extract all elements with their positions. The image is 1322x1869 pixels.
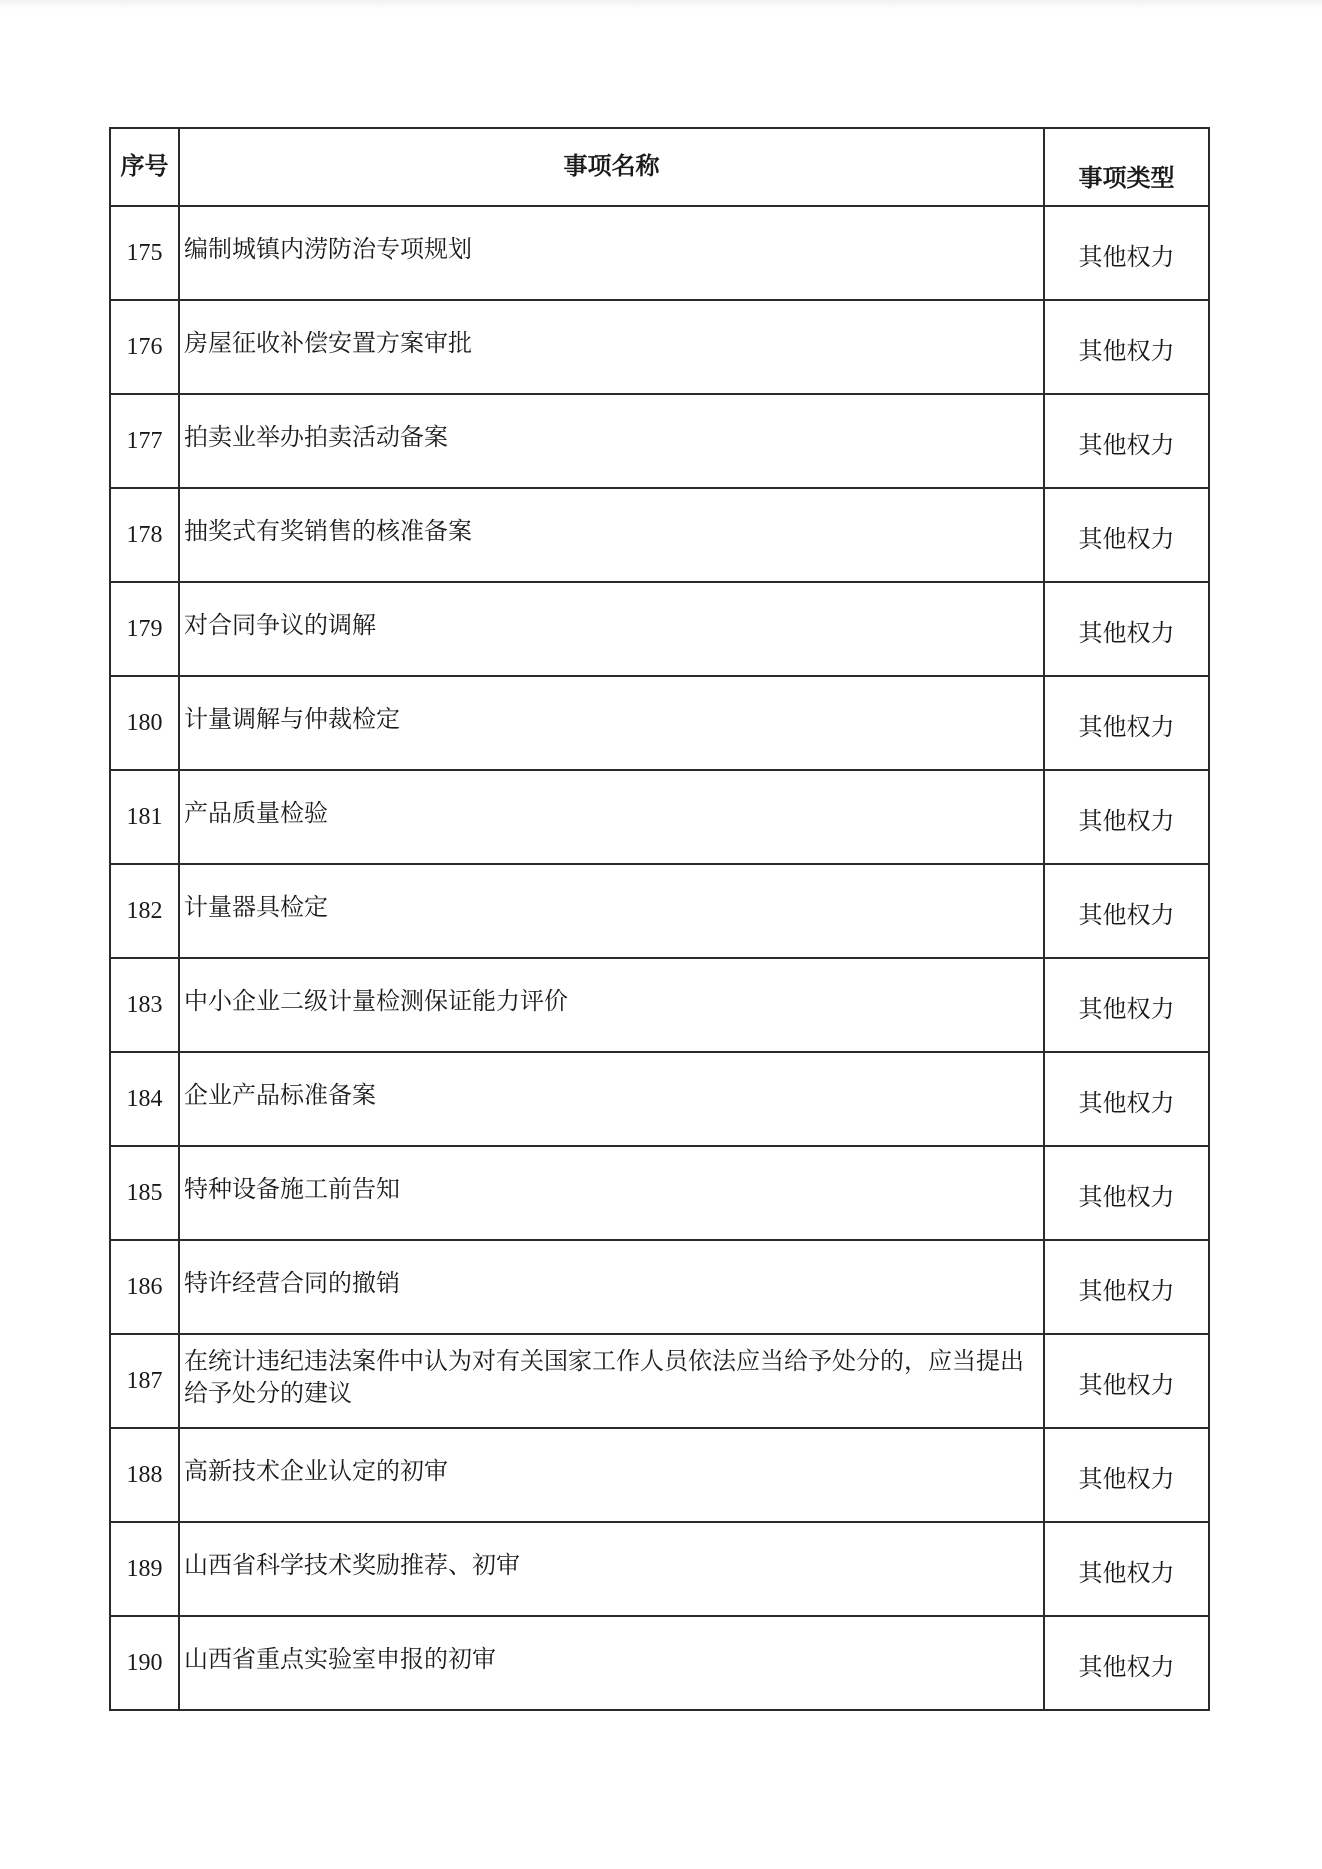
item-type: 其他权力 (1078, 337, 1175, 365)
row-number: 181 (110, 770, 179, 864)
row-number: 185 (110, 1146, 179, 1240)
row-number: 176 (110, 300, 179, 394)
item-type: 其他权力 (1078, 713, 1175, 741)
item-type-cell (1044, 488, 1209, 582)
table-row (110, 394, 1209, 488)
item-type: 其他权力 (1078, 901, 1175, 929)
table-row (110, 1334, 1209, 1428)
item-type-cell (1044, 394, 1209, 488)
item-name: 特许经营合同的撤销 (184, 1269, 400, 1297)
item-type: 其他权力 (1078, 1559, 1175, 1587)
item-type-cell (1044, 676, 1209, 770)
table-header (110, 128, 1209, 206)
item-name: 对合同争议的调解 (184, 611, 376, 639)
table-row (110, 300, 1209, 394)
row-number: 178 (110, 488, 179, 582)
page-edge-shade (0, 0, 1322, 10)
table-row (110, 1052, 1209, 1146)
item-type-cell (1044, 206, 1209, 300)
item-type-cell (1044, 1428, 1209, 1522)
item-name-cell (179, 1146, 1044, 1240)
item-type-cell (1044, 1334, 1209, 1428)
item-type: 其他权力 (1078, 431, 1175, 459)
item-name: 在统计违纪违法案件中认为对有关国家工作人员依法应当给予处分的，应当提出给予处分的建议 (184, 1347, 1024, 1407)
row-number: 186 (110, 1240, 179, 1334)
item-type: 其他权力 (1078, 1465, 1175, 1493)
table-row (110, 206, 1209, 300)
item-type: 其他权力 (1078, 1277, 1175, 1305)
item-name-cell (179, 770, 1044, 864)
row-number: 187 (110, 1334, 179, 1428)
item-name: 高新技术企业认定的初审 (184, 1457, 448, 1485)
item-name: 计量器具检定 (184, 893, 328, 921)
item-type-cell (1044, 864, 1209, 958)
item-name-cell (179, 1334, 1044, 1428)
item-type-cell (1044, 1052, 1209, 1146)
item-name-cell (179, 676, 1044, 770)
table-row (110, 1616, 1209, 1710)
item-name-cell (179, 582, 1044, 676)
item-type: 其他权力 (1078, 1371, 1175, 1399)
header-type-label: 事项类型 (1078, 162, 1175, 192)
item-type: 其他权力 (1078, 1653, 1175, 1681)
item-name: 产品质量检验 (184, 799, 328, 827)
row-number: 188 (110, 1428, 179, 1522)
item-name: 抽奖式有奖销售的核准备案 (184, 517, 472, 545)
row-number: 189 (110, 1522, 179, 1616)
item-type-cell (1044, 1240, 1209, 1334)
item-type: 其他权力 (1078, 619, 1175, 647)
table-row (110, 676, 1209, 770)
header-no-label: 序号 (120, 150, 169, 180)
header-type (1044, 128, 1209, 206)
row-number: 179 (110, 582, 179, 676)
item-name-cell (179, 394, 1044, 488)
item-name: 企业产品标准备案 (184, 1081, 376, 1109)
item-type: 其他权力 (1078, 1183, 1175, 1211)
row-number: 175 (110, 206, 179, 300)
item-name: 中小企业二级计量检测保证能力评价 (184, 987, 568, 1015)
header-row (110, 128, 1209, 206)
row-number: 183 (110, 958, 179, 1052)
header-name (179, 128, 1044, 206)
row-number: 177 (110, 394, 179, 488)
table-row (110, 1146, 1209, 1240)
item-name-cell (179, 958, 1044, 1052)
item-type: 其他权力 (1078, 807, 1175, 835)
table-row (110, 488, 1209, 582)
item-type-cell (1044, 582, 1209, 676)
row-number: 180 (110, 676, 179, 770)
table-row (110, 1428, 1209, 1522)
item-type-cell (1044, 958, 1209, 1052)
item-type-cell (1044, 1616, 1209, 1710)
item-type: 其他权力 (1078, 525, 1175, 553)
item-name: 山西省科学技术奖励推荐、初审 (184, 1551, 520, 1579)
item-type-cell (1044, 770, 1209, 864)
table-row (110, 582, 1209, 676)
table-row (110, 958, 1209, 1052)
item-name-cell (179, 1052, 1044, 1146)
item-name-cell (179, 1616, 1044, 1710)
row-number: 190 (110, 1616, 179, 1710)
item-type-cell (1044, 300, 1209, 394)
item-name-cell (179, 488, 1044, 582)
item-name: 拍卖业举办拍卖活动备案 (184, 423, 448, 451)
item-type-cell (1044, 1522, 1209, 1616)
item-name-cell (179, 1428, 1044, 1522)
row-number: 184 (110, 1052, 179, 1146)
item-name-cell (179, 1522, 1044, 1616)
item-name: 编制城镇内涝防治专项规划 (184, 235, 472, 263)
table-row (110, 770, 1209, 864)
item-name: 山西省重点实验室申报的初审 (184, 1645, 496, 1673)
item-name-cell (179, 1240, 1044, 1334)
item-name: 特种设备施工前告知 (184, 1175, 400, 1203)
item-name: 计量调解与仲裁检定 (184, 705, 400, 733)
header-name-label: 事项名称 (563, 150, 660, 180)
table-row (110, 864, 1209, 958)
item-name: 房屋征收补偿安置方案审批 (184, 329, 472, 357)
item-name-cell (179, 864, 1044, 958)
table-row (110, 1240, 1209, 1334)
items-table (109, 127, 1210, 1711)
table-row (110, 1522, 1209, 1616)
table-body (110, 206, 1209, 1710)
item-type-cell (1044, 1146, 1209, 1240)
item-type: 其他权力 (1078, 1089, 1175, 1117)
header-no (110, 128, 179, 206)
item-name-cell (179, 206, 1044, 300)
item-type: 其他权力 (1078, 243, 1175, 271)
row-number: 182 (110, 864, 179, 958)
item-type: 其他权力 (1078, 995, 1175, 1023)
item-name-cell (179, 300, 1044, 394)
